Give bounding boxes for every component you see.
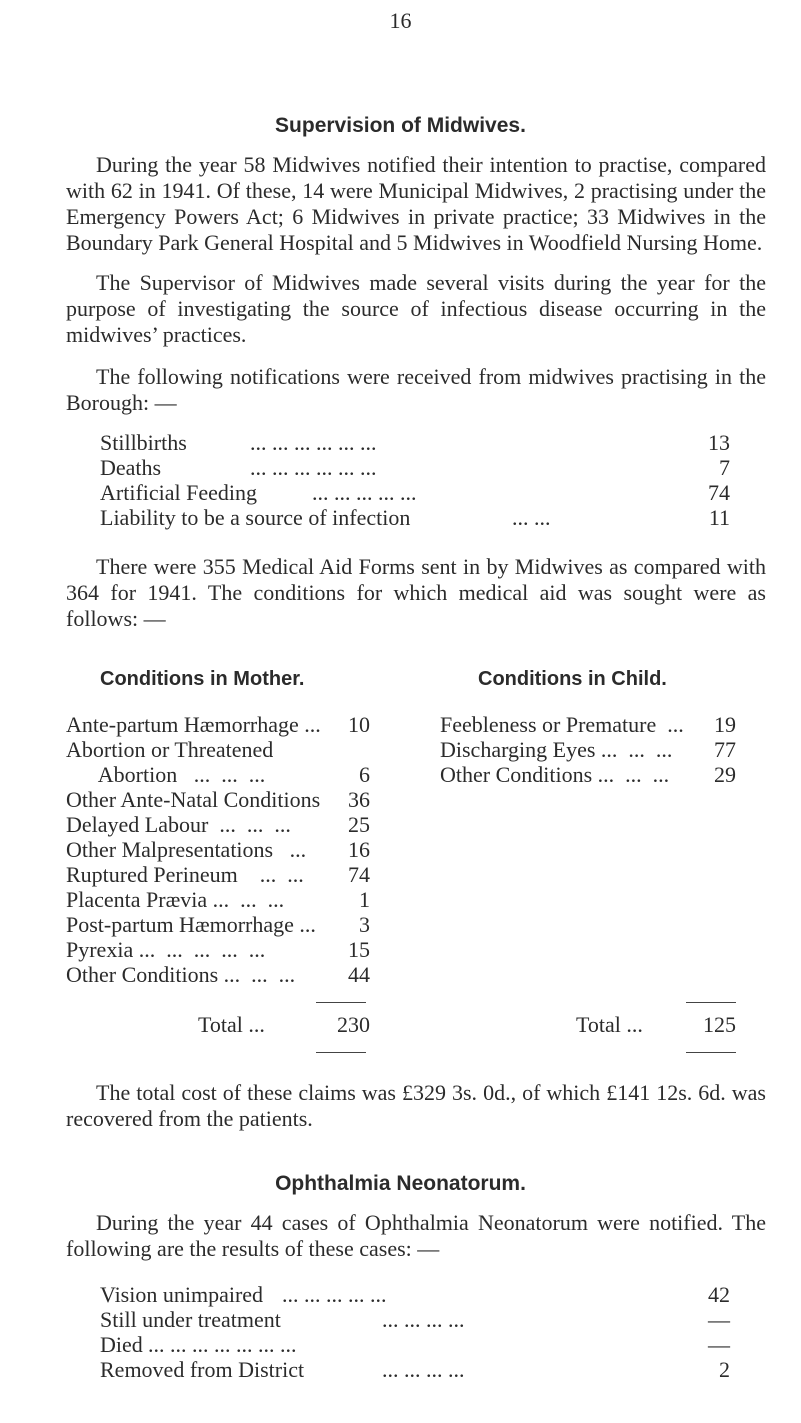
notification-value: 11 (708, 505, 730, 530)
result-value: — (708, 1307, 730, 1332)
midwives-paragraph-1-text: During the year 58 Midwives notified their intention to practise, compared with 62 in 1941. Of these, 14 were Municipal Midwives, 2 practising under the Emergency Powers Act; 6 Midwives in private practice; 33 Midwives in the Boundary Park General Hospital and 5 Midwives in Woodfield Nursing Home. (66, 152, 766, 255)
notification-value: 7 (719, 455, 730, 480)
result-value: 42 (708, 1282, 730, 1307)
result-label: Removed from District (100, 1357, 305, 1382)
condition-value: 1 (359, 887, 370, 912)
condition-value: 19 (714, 712, 736, 737)
total-label: Total ... (198, 1012, 265, 1037)
total-rule-bottom (316, 1052, 366, 1053)
ophthalmia-heading: Ophthalmia Neonatorum. (275, 1172, 526, 1195)
condition-label: Ruptured Perineum ... ... (66, 862, 304, 887)
ophthalmia-paragraph-text: During the year 44 cases of Ophthalmia Neonatorum were notified. The following are the results of these cases: — (66, 1210, 766, 1261)
notification-label: Deaths (100, 455, 162, 480)
midwives-paragraph-3 (66, 364, 766, 416)
midwives-paragraph-2 (66, 270, 766, 348)
result-label: Vision unimpaired (100, 1282, 264, 1307)
condition-label: Other Conditions ... ... ... (440, 762, 670, 787)
ophthalmia-paragraph (66, 1210, 766, 1262)
total-value: 125 (703, 1012, 736, 1037)
condition-label: Feebleness or Premature ... (440, 712, 684, 737)
condition-value: 77 (714, 737, 736, 762)
leader-dots: ... ... ... ... ... (282, 1282, 387, 1307)
result-value: 2 (719, 1357, 730, 1382)
total-value: 230 (337, 1012, 370, 1037)
leader-dots: ... ... ... ... ... ... ... (148, 1332, 297, 1357)
leader-dots: ... ... ... ... (382, 1307, 465, 1332)
condition-label: Abortion or Threatened (66, 737, 274, 762)
leader-dots: ... ... ... ... ... ... (250, 455, 377, 480)
condition-value: 44 (348, 962, 370, 987)
cost-paragraph (66, 1080, 766, 1132)
condition-label: Placenta Prævia ... ... ... (66, 887, 285, 912)
child-conditions-heading: Conditions in Child. (478, 668, 667, 690)
total-label: Total ... (576, 1012, 643, 1037)
notification-label: Liability to be a source of infection (100, 505, 411, 530)
total-rule-top (686, 1002, 736, 1003)
condition-label: Other Malpresentations ... (66, 837, 307, 862)
condition-value: 74 (348, 862, 370, 887)
condition-value: 10 (348, 712, 370, 737)
condition-label: Delayed Labour ... ... ... (66, 812, 291, 837)
result-value: — (708, 1332, 730, 1357)
midwives-paragraph-2-text: The Supervisor of Midwives made several visits during the year for the purpose of investigating the source of infectious disease occurring in the midwives’ practices. (66, 270, 766, 347)
midwives-heading: Supervision of Midwives. (275, 114, 526, 137)
condition-value: 29 (714, 762, 736, 787)
midwives-paragraph-3-text: The following notifications were received from midwives practising in the Borough: — (66, 364, 766, 415)
notification-label: Stillbirths (100, 430, 187, 455)
leader-dots: ... ... (512, 505, 551, 530)
condition-label: Discharging Eyes ... ... ... (440, 737, 673, 762)
cost-paragraph-text: The total cost of these claims was £329 3s. 0d., of which £141 12s. 6d. was recovered from the patients. (66, 1080, 766, 1131)
condition-value: 25 (348, 812, 370, 837)
notification-label: Artificial Feeding (100, 480, 258, 505)
condition-label: Abortion ... ... ... (66, 762, 266, 787)
total-rule-top (316, 1002, 366, 1003)
condition-label: Other Conditions ... ... ... (66, 962, 296, 987)
condition-value: 15 (348, 937, 370, 962)
midwives-paragraph-4-text: There were 355 Medical Aid Forms sent in by Midwives as compared with 364 for 1941. The conditions for which medical aid was sought were as follows: — (66, 554, 766, 631)
condition-label: Pyrexia ... ... ... ... ... (66, 937, 266, 962)
condition-label: Post-partum Hæmorrhage ... (66, 912, 316, 937)
condition-value: 6 (359, 762, 370, 787)
page-number: 16 (389, 8, 412, 33)
condition-label: Other Ante-Natal Conditions (66, 787, 321, 812)
condition-value: 16 (348, 837, 370, 862)
condition-value: 36 (348, 787, 370, 812)
midwives-paragraph-1 (66, 152, 766, 256)
midwives-paragraph-4 (66, 554, 766, 632)
leader-dots: ... ... ... ... (382, 1357, 465, 1382)
result-label: Still under treatment (100, 1307, 281, 1332)
mother-conditions-heading: Conditions in Mother. (100, 668, 305, 690)
leader-dots: ... ... ... ... ... ... (250, 430, 377, 455)
condition-value: 3 (359, 912, 370, 937)
notification-value: 13 (708, 430, 730, 455)
notification-value: 74 (708, 480, 730, 505)
leader-dots: ... ... ... ... ... (312, 480, 417, 505)
condition-label: Ante-partum Hæmorrhage ... (66, 712, 321, 737)
total-rule-bottom (686, 1052, 736, 1053)
result-label: Died (100, 1332, 143, 1357)
